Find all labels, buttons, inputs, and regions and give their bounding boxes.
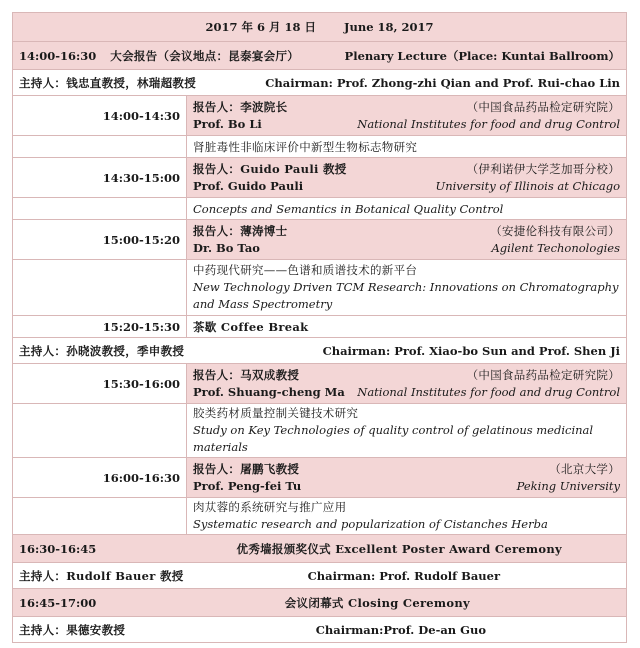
plenary-cn: 大会报告（会议地点：昆泰宴会厅） [110,48,300,63]
date-en: June 18, 2017 [344,20,434,34]
talk1-time: 14:00-14:30 [13,96,187,136]
chair-row-4 [13,617,627,643]
chair-row-2 [13,338,627,364]
talk3-affil-cn: （安捷伦科技有限公司） [490,223,621,238]
date-header-row [13,13,627,42]
talk2-affil-en: University of Illinois at Chicago [435,178,621,193]
talk5-affil-en: Peking University [516,478,621,493]
talk2-speaker-row [13,158,627,198]
talk1-speaker-cn: 报告人：李波院长 [193,99,288,114]
poster-label: 优秀墙报颁奖仪式 Excellent Poster Award Ceremony [236,541,563,556]
talk5-affil-cn: （北京大学） [549,461,621,476]
break-time: 15:20-15:30 [13,316,187,338]
closing-time: 16:45-17:00 [19,595,97,610]
closing-label: 会议闭幕式 Closing Ceremony [284,595,471,610]
poster-time: 16:30-16:45 [19,541,97,556]
talk2-time: 14:30-15:00 [13,158,187,198]
talk3-speaker-en: Dr. Bo Tao [193,240,260,255]
talk4-time: 15:30-16:00 [13,364,187,404]
talk3-title-row [13,260,627,316]
talk2-speaker-cn: 报告人：Guido Pauli 教授 [193,161,347,176]
chair1-cn: 主持人：钱忠直教授，林瑞超教授 [19,75,196,90]
talk4-title-row [13,404,627,458]
talk5-title-en: Systematic research and popularization of Cistanches Herba [193,517,548,531]
talk1-speaker-en: Prof. Bo Li [193,116,262,131]
talk1-title-row [13,136,627,158]
talk3-title-cn: 中药现代研究——色谱和质谱技术的新平台 [193,263,418,277]
date-cn: 2017 年 6 月 18 日 [205,20,316,34]
plenary-time: 14:00-16:30 [19,48,97,63]
talk5-time: 16:00-16:30 [13,458,187,498]
chair2-cn: 主持人：孙晓波教授，季申教授 [19,343,185,358]
talk4-speaker-cn: 报告人：马双成教授 [193,367,300,382]
chair4-cn: 主持人：果德安教授 [19,622,126,637]
break-label: 茶歇 Coffee Break [187,316,627,338]
talk1-speaker-row [13,96,627,136]
talk2-title-row [13,198,627,220]
talk3-title-en: New Technology Driven TCM Research: Innovations on Chromatography and Mass Spectrometry [193,280,619,311]
chair4-en: Chairman:Prof. De-an Guo [315,622,487,637]
poster-row [13,535,627,563]
talk2-affil-cn: （伊利诺伊大学芝加哥分校） [466,161,621,176]
chair1-en: Chairman: Prof. Zhong-zhi Qian and Prof. Rui-chao Lin [265,75,621,90]
talk3-time: 15:00-15:20 [13,220,187,260]
talk2-speaker-en: Prof. Guido Pauli [193,178,304,193]
talk2-title-en: Concepts and Semantics in Botanical Quality Control [187,198,627,220]
talk4-speaker-row [13,364,627,404]
talk5-title-cn: 肉苁蓉的系统研究与推广应用 [193,500,347,514]
talk1-title-cn: 肾脏毒性非临床评价中新型生物标志物研究 [187,136,627,158]
chair-row-3 [13,563,627,589]
talk3-affil-en: Agilent Techonologies [491,240,621,255]
talk1-affil-cn: （中国食品药品检定研究院） [466,99,621,114]
schedule-table [12,12,627,643]
chair3-en: Chairman: Prof. Rudolf Bauer [307,568,501,583]
talk4-affil-en: National Institutes for food and drug Control [357,384,621,399]
talk1-affil-en: National Institutes for food and drug Control [357,116,621,131]
talk3-speaker-row [13,220,627,260]
chair3-cn: 主持人：Rudolf Bauer 教授 [19,568,184,583]
plenary-en: Plenary Lecture（Place: Kuntai Ballroom） [344,48,621,63]
plenary-row [13,42,627,70]
talk5-speaker-row [13,458,627,498]
talk5-speaker-cn: 报告人：屠鹏飞教授 [193,461,300,476]
talk4-affil-cn: （中国食品药品检定研究院） [466,367,621,382]
talk5-title-row [13,498,627,535]
talk4-speaker-en: Prof. Shuang-cheng Ma [193,384,345,399]
talk4-title-cn: 胶类药材质量控制关键技术研究 [193,406,359,420]
talk3-speaker-cn: 报告人：薄涛博士 [193,223,288,238]
talk5-speaker-en: Prof. Peng-fei Tu [193,478,302,493]
break-row [13,316,627,338]
talk4-title-en: Study on Key Technologies of quality control of gelatinous medicinal materials [193,423,594,454]
chair2-en: Chairman: Prof. Xiao-bo Sun and Prof. Shen Ji [322,343,621,358]
closing-row [13,589,627,617]
chair-row-1 [13,70,627,96]
